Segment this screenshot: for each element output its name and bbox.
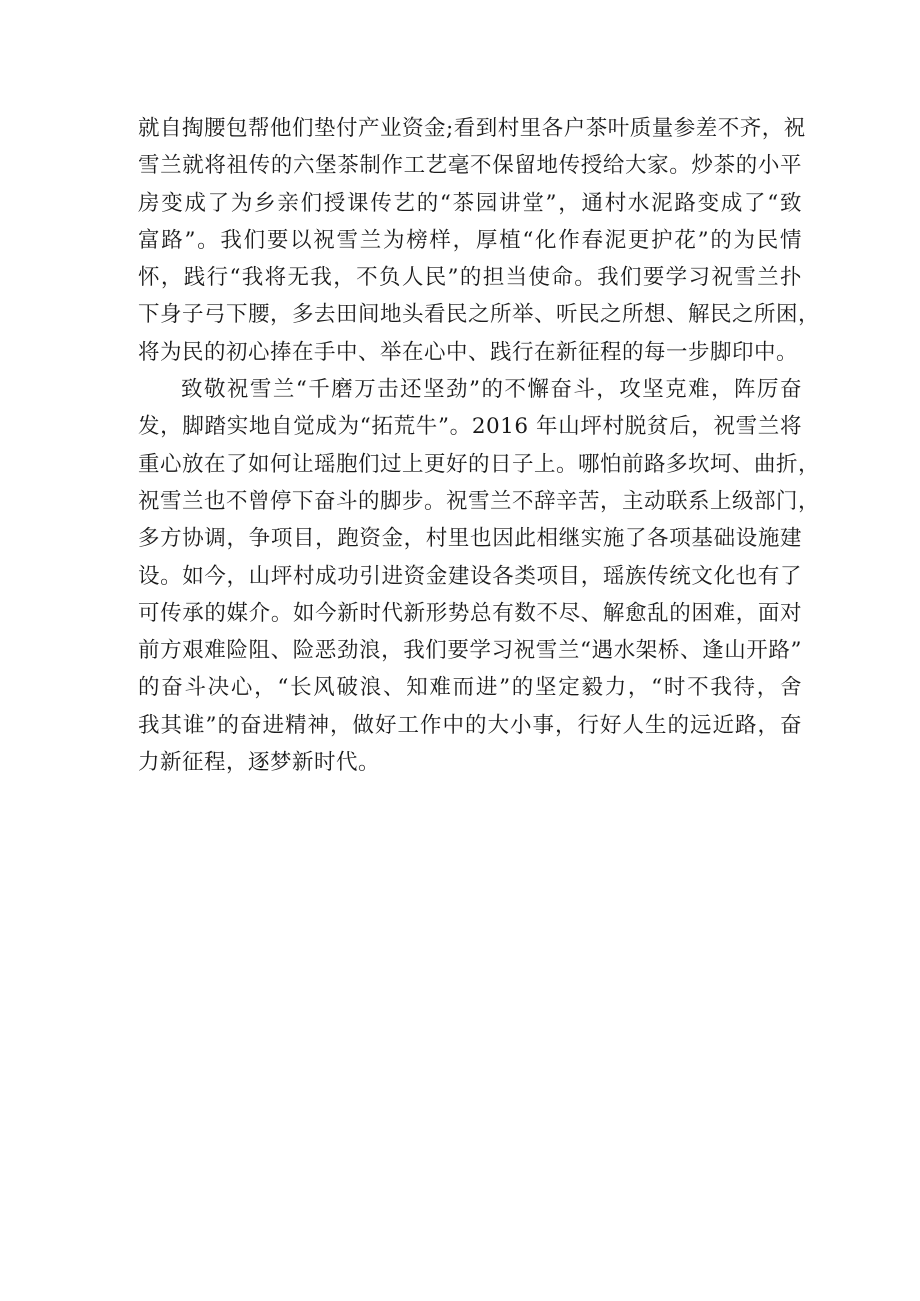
text-line: 怀，践行“我将无我，不负人民”的担当使命。我们要学习祝雪兰扑 [138,265,802,291]
text-line: 富路”。我们要以祝雪兰为榜样，厚植“化作春泥更护花”的为民情 [138,227,802,253]
paragraph-2 [138,371,821,781]
text-line: 前方艰难险阻、险恶劲浪，我们要学习祝雪兰“遇水架桥、逢山开路” [138,638,802,664]
document-body [138,110,821,781]
text-line: 发，脚踏实地自觉成为“拓荒牛”。2016 年山坪村脱贫后，祝雪兰将 [138,414,802,440]
text-line: 我其谁”的奋进精神，做好工作中的大小事，行好人生的远近路，奋 [138,712,802,738]
text-line: 多方协调，争项目，跑资金，村里也因此相继实施了各项基础设施建 [138,526,802,552]
paragraph-1 [138,110,821,371]
text-line: 重心放在了如何让瑶胞们过上更好的日子上。哪怕前路多坎坷、曲折， [138,451,821,477]
text-line: 雪兰就将祖传的六堡茶制作工艺毫不保留地传授给大家。炒茶的小平 [138,153,802,179]
text-line: 设。如今，山坪村成功引进资金建设各类项目，瑶族传统文化也有了 [138,563,802,589]
text-line: 致敬祝雪兰“千磨万击还坚劲”的不懈奋斗，攻坚克难，阵厉奋 [181,377,802,403]
text-line: 就自掏腰包帮他们垫付产业资金;看到村里各户茶叶质量参差不齐，祝 [138,116,806,141]
text-line: 祝雪兰也不曾停下奋斗的脚步。祝雪兰不辞辛苦，主动联系上级部门， [138,488,821,514]
text-line: 可传承的媒介。如今新时代新形势总有数不尽、解愈乱的困难，面对 [138,600,802,626]
text-line: 房变成了为乡亲们授课传艺的“茶园讲堂”，通村水泥路变成了“致 [138,190,802,216]
text-line: 将为民的初心捧在手中、举在心中、践行在新征程的每一步脚印中。 [138,339,799,365]
text-line: 力新征程，逐梦新时代。 [138,750,381,776]
text-line: 的奋斗决心，“长风破浪、知难而进”的坚定毅力，“时不我待，舍 [138,675,802,701]
text-line: 下身子弓下腰，多去田间地头看民之所举、听民之所想、解民之所困， [138,302,821,328]
